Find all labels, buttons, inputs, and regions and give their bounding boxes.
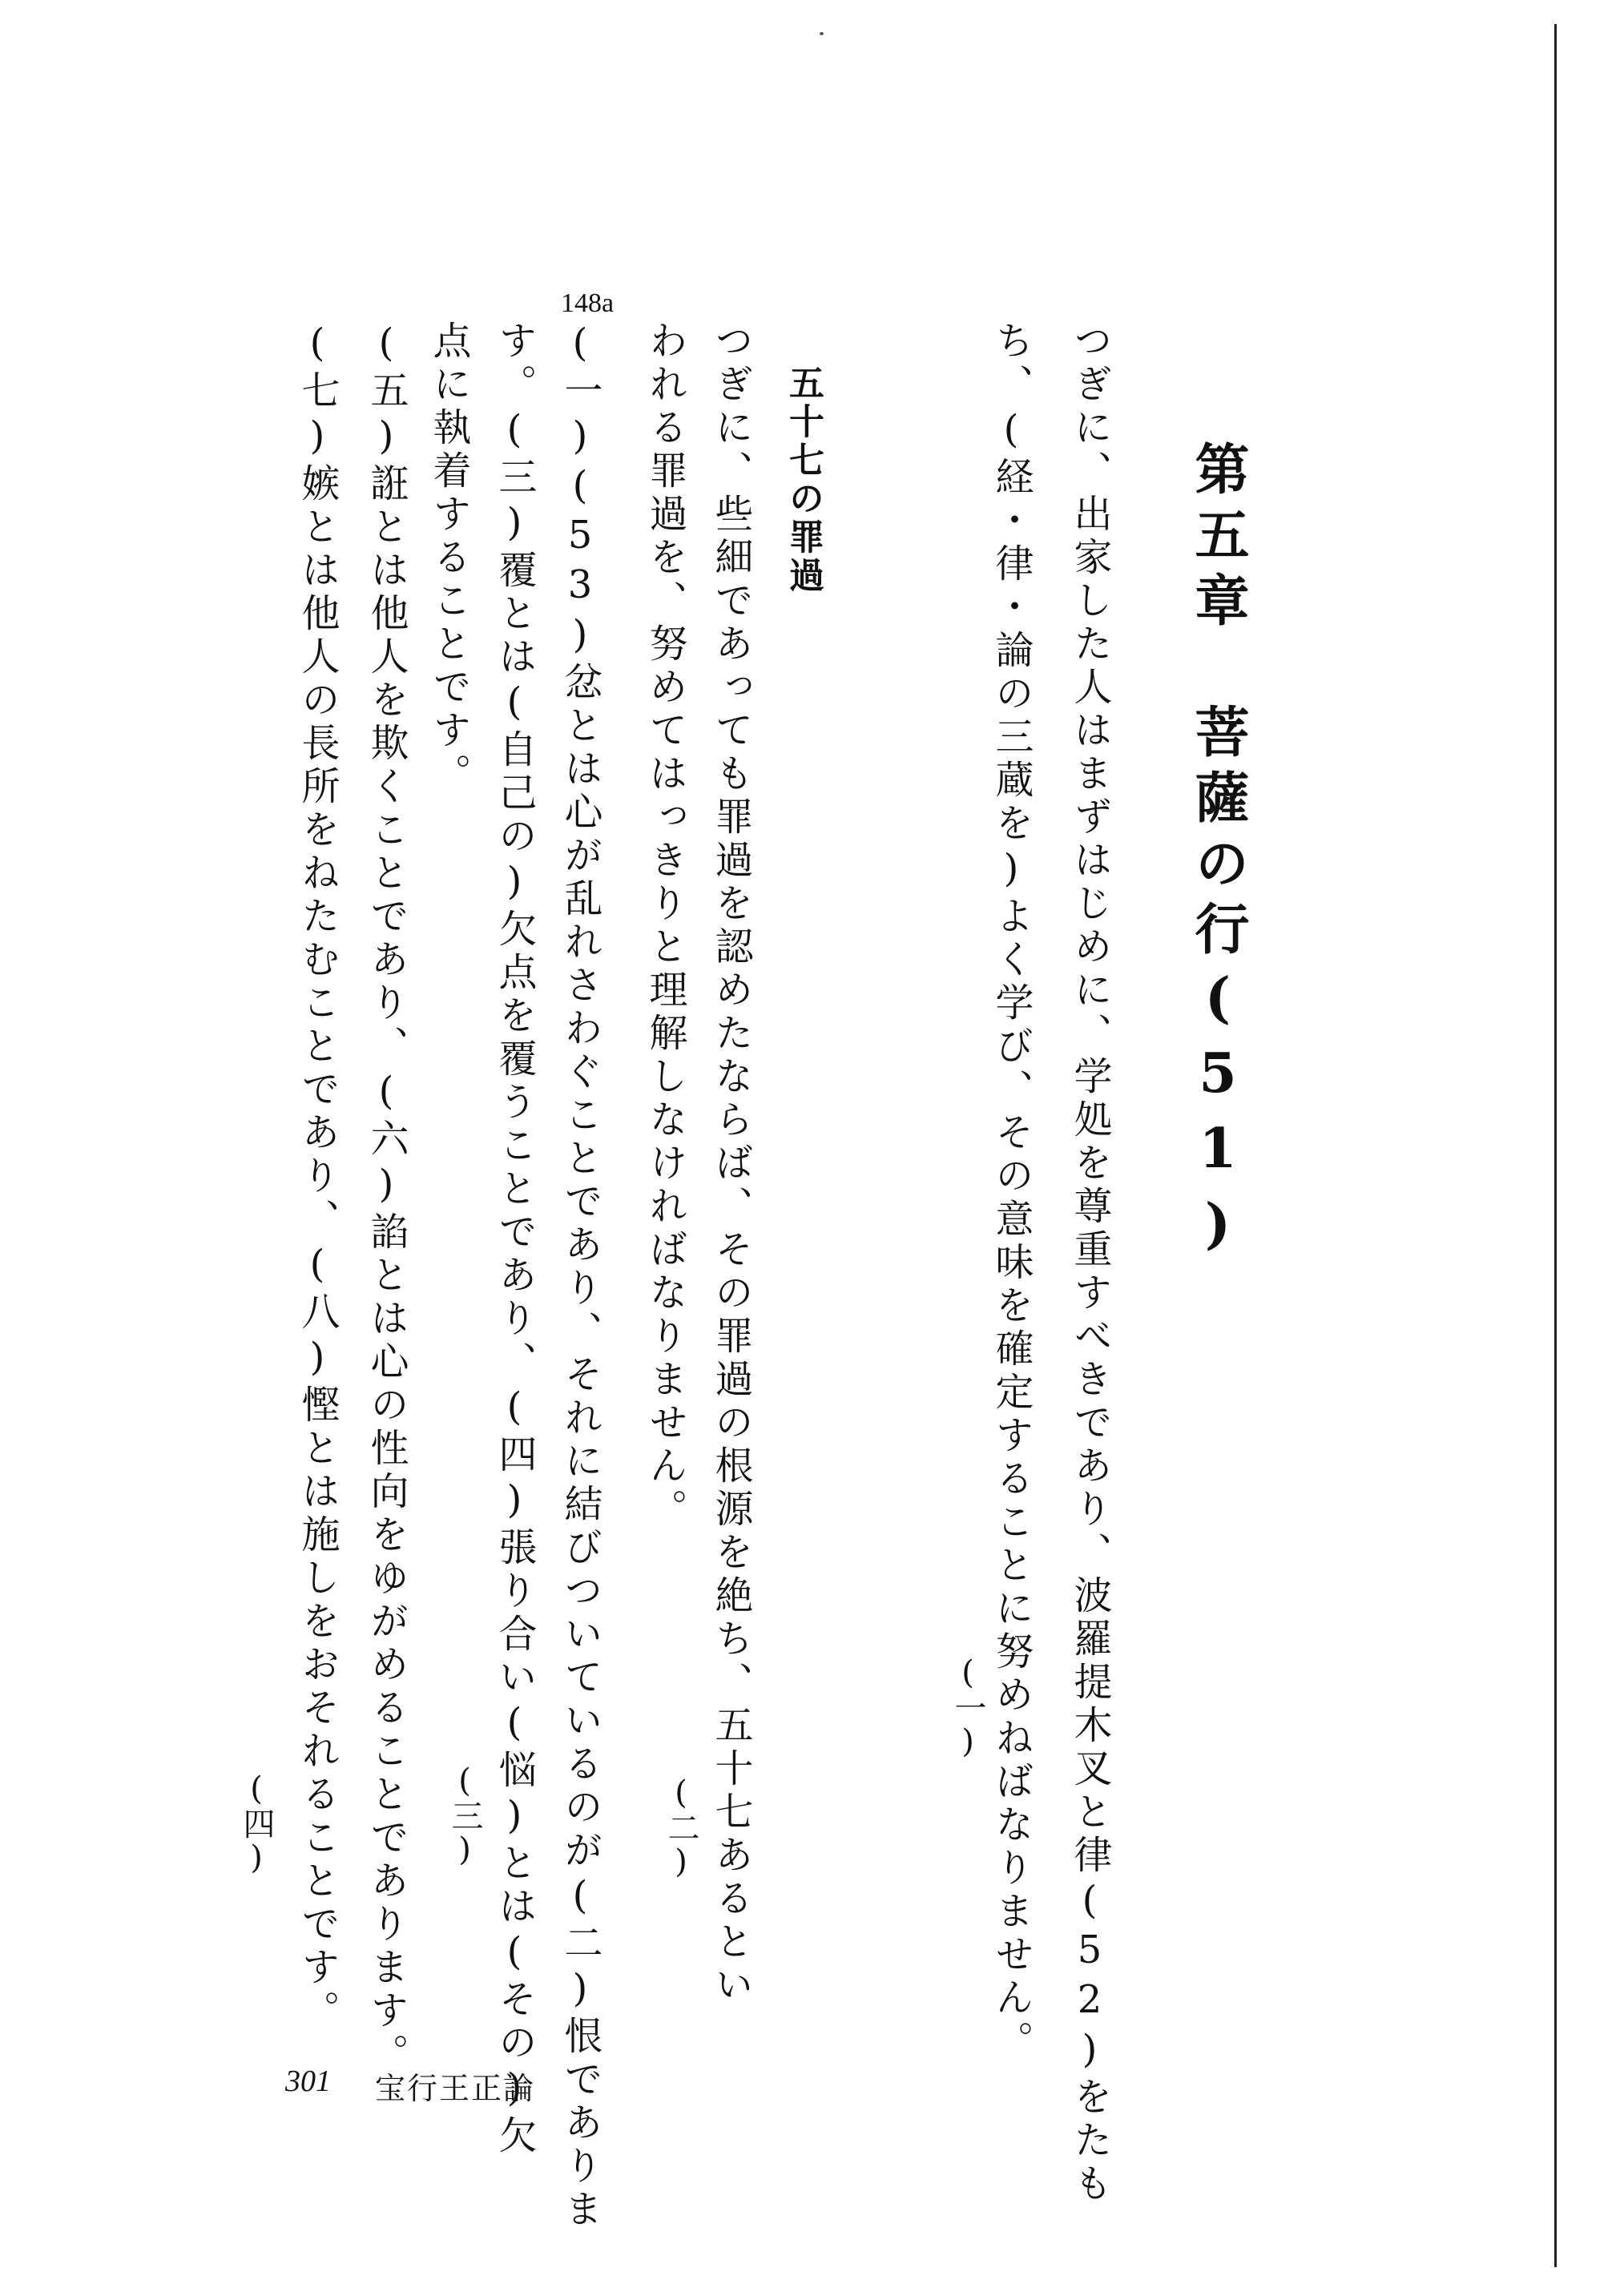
verse-marker-4: (四) <box>238 1770 275 1876</box>
paragraph1-line-2: ち、(経・律・論の三蔵を)よく学び、その意味を確定することに努めねばなりません。 <box>989 320 1034 2064</box>
paragraph2-line-1: つぎに、些細であっても罪過を認めたならば、その罪過の根源を絶ち、五十七あるとい <box>708 320 753 2008</box>
verse-marker-2: (二) <box>663 1774 699 1880</box>
scan-speck <box>820 32 824 35</box>
section-title: 五十七の罪過 <box>783 365 824 595</box>
verse-marker-3: (三) <box>446 1762 483 1868</box>
page-reference: 148a <box>561 288 615 318</box>
paragraph2-line-2: われる罪過を、努めてはっきりと理解しなければなりません。 <box>643 320 687 1532</box>
paragraph1-line-1: つぎに、出家した人はまずはじめに、学処を尊重すべきであり、波羅提木叉と律(52)をたも <box>1067 320 1112 2206</box>
binding-edge-line <box>1554 24 1557 2267</box>
chapter-title: 第五章 菩薩の行(51) <box>1186 441 1250 1267</box>
paragraph2-line-4: す。(三)覆とは(自己の)欠点を覆うことであり、(四)張り合い(悩)とは(その)欠 <box>492 320 537 2158</box>
paragraph2-line-7: (七)嫉とは他人の長所をねたむことであり、(八)慳とは施しをおそれることです。 <box>295 320 340 2033</box>
page-number: 301 <box>285 2064 331 2098</box>
book-title: 宝行王正論 <box>375 2071 536 2106</box>
paragraph2-line-5: 点に執着することです。 <box>426 320 471 796</box>
verse-marker-1: (一) <box>949 1654 986 1760</box>
paragraph2-line-3: (一)(53)忿とは心が乱れさわぐことであり、それに結びついているのが(二)恨でありま <box>558 320 602 2232</box>
paragraph2-line-6: (五)誑とは他人を欺くことであり、(六)諂とは心の性向をゆがめることであります。 <box>364 320 409 2076</box>
